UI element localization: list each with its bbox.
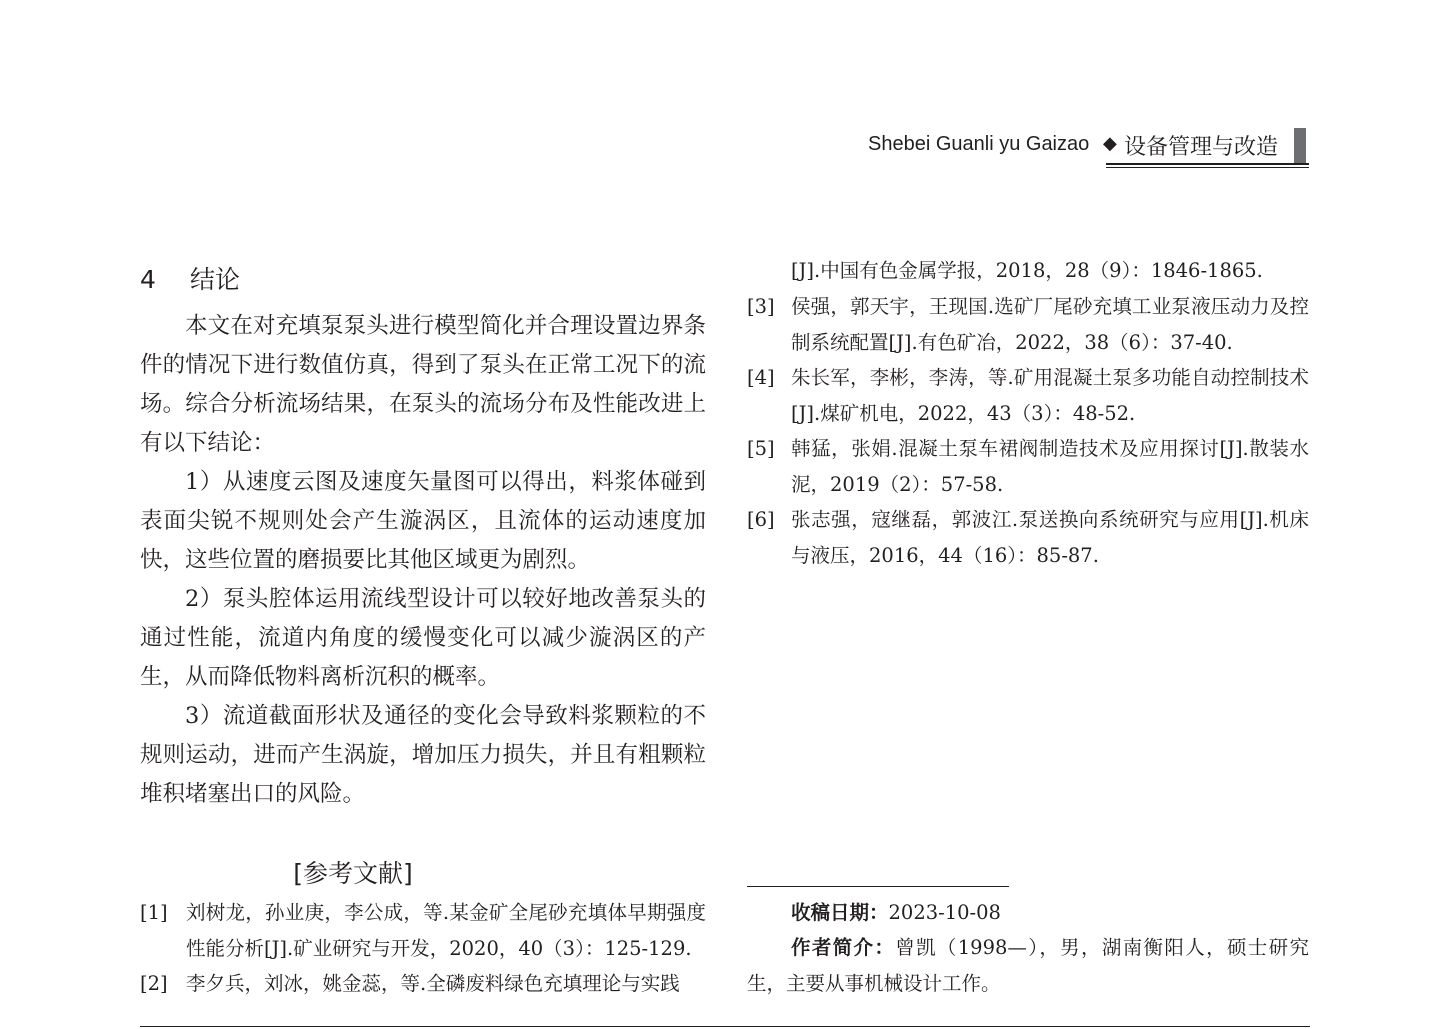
reference-item [747,289,1309,361]
header-rule-thin [1106,167,1309,168]
reference-item [747,502,1309,574]
section-title: 结论 [190,265,241,294]
reference-item [747,431,1309,503]
diamond-icon: ◆ [1103,133,1117,154]
section-name-cn: 设备管理与改造 [1124,135,1279,160]
footnote-rule [747,886,1009,887]
journal-name-en: Shebei Guanli yu Gaizao [868,133,1090,155]
reference-tag: [5] [747,437,775,460]
reference-tag: [1] [140,901,168,924]
running-header [868,128,1309,170]
reference-tag: [6] [747,508,775,531]
reference-tag: [4] [747,366,775,389]
paragraph-point-1: 1）从速度云图及速度矢量图可以得出，料浆体碰到表面尖锐不规则处会产生漩涡区，且流体的运动速度加快，这些位置的磨损要比其他区域更为剧烈。 [140,469,706,573]
conclusion-body [140,307,706,814]
reference-text: 朱长军，李彬，李涛，等.矿用混凝土泵多功能自动控制技术[J].煤矿机电，2022，43（3）：48-52. [791,366,1309,425]
reference-tag: [2] [140,972,168,995]
reference-tag: [3] [747,295,775,318]
paragraph-point-2: 2）泵头腔体运用流线型设计可以较好地改善泵头的通过性能，流道内角度的缓慢变化可以减少漩涡区的产生，从而降低物料离析沉积的概率。 [140,586,706,690]
section-number: 4 [140,265,156,294]
reference-item [140,895,706,967]
paragraph-intro: 本文在对充填泵泵头进行模型简化并合理设置边界条件的情况下进行数值仿真，得到了泵头在正常工况下的流场。综合分析流场结果，在泵头的流场分布及性能改进上有以下结论： [140,313,706,456]
reference-text: 李夕兵，刘冰，姚金蕊，等.全磷废料绿色充填理论与实践 [186,972,680,995]
page-bottom-rule [140,1026,1310,1027]
header-rule [1106,163,1309,165]
received-label: 收稿日期： [791,901,889,924]
reference-item [747,360,1309,432]
author-bio [747,930,1309,1002]
section-heading [140,260,240,296]
author-label: 作者简介： [791,936,896,959]
paragraph-point-3: 3）流道截面形状及通径的变化会导致料浆颗粒的不规则运动，进而产生涡旋，增加压力损失，并且有粗颗粒堆积堵塞出口的风险。 [140,703,706,807]
reference-continuation: [J].中国有色金属学报，2018，28（9）：1846-1865. [791,259,1263,282]
reference-item [140,966,706,1002]
author-value: 曾凯（1998—），男，湖南衡阳人，硕士研究生，主要从事机械设计工作。 [747,936,1309,995]
received-value: 2023-10-08 [888,901,1001,924]
reference-text: 张志强，寇继磊，郭波江.泵送换向系统研究与应用[J].机床与液压，2016，44（16）：85-87. [791,508,1309,567]
reference-text: 侯强，郭天宇，王现国.选矿厂尾砂充填工业泵液压动力及控制系统配置[J].有色矿冶，2022，38（6）：37-40. [791,295,1309,354]
reference-text: 刘树龙，孙业庚，李公成，等.某金矿全尾砂充填体早期强度性能分析[J].矿业研究与开发，2020，40（3）：125-129. [186,901,706,960]
references-heading: [参考文献] [293,859,413,888]
received-date [747,895,1309,931]
header-accent-bar [1294,128,1306,164]
reference-text: 韩猛，张娟.混凝土泵车裙阀制造技术及应用探讨[J].散装水泥，2019（2）：57-58. [791,437,1309,496]
